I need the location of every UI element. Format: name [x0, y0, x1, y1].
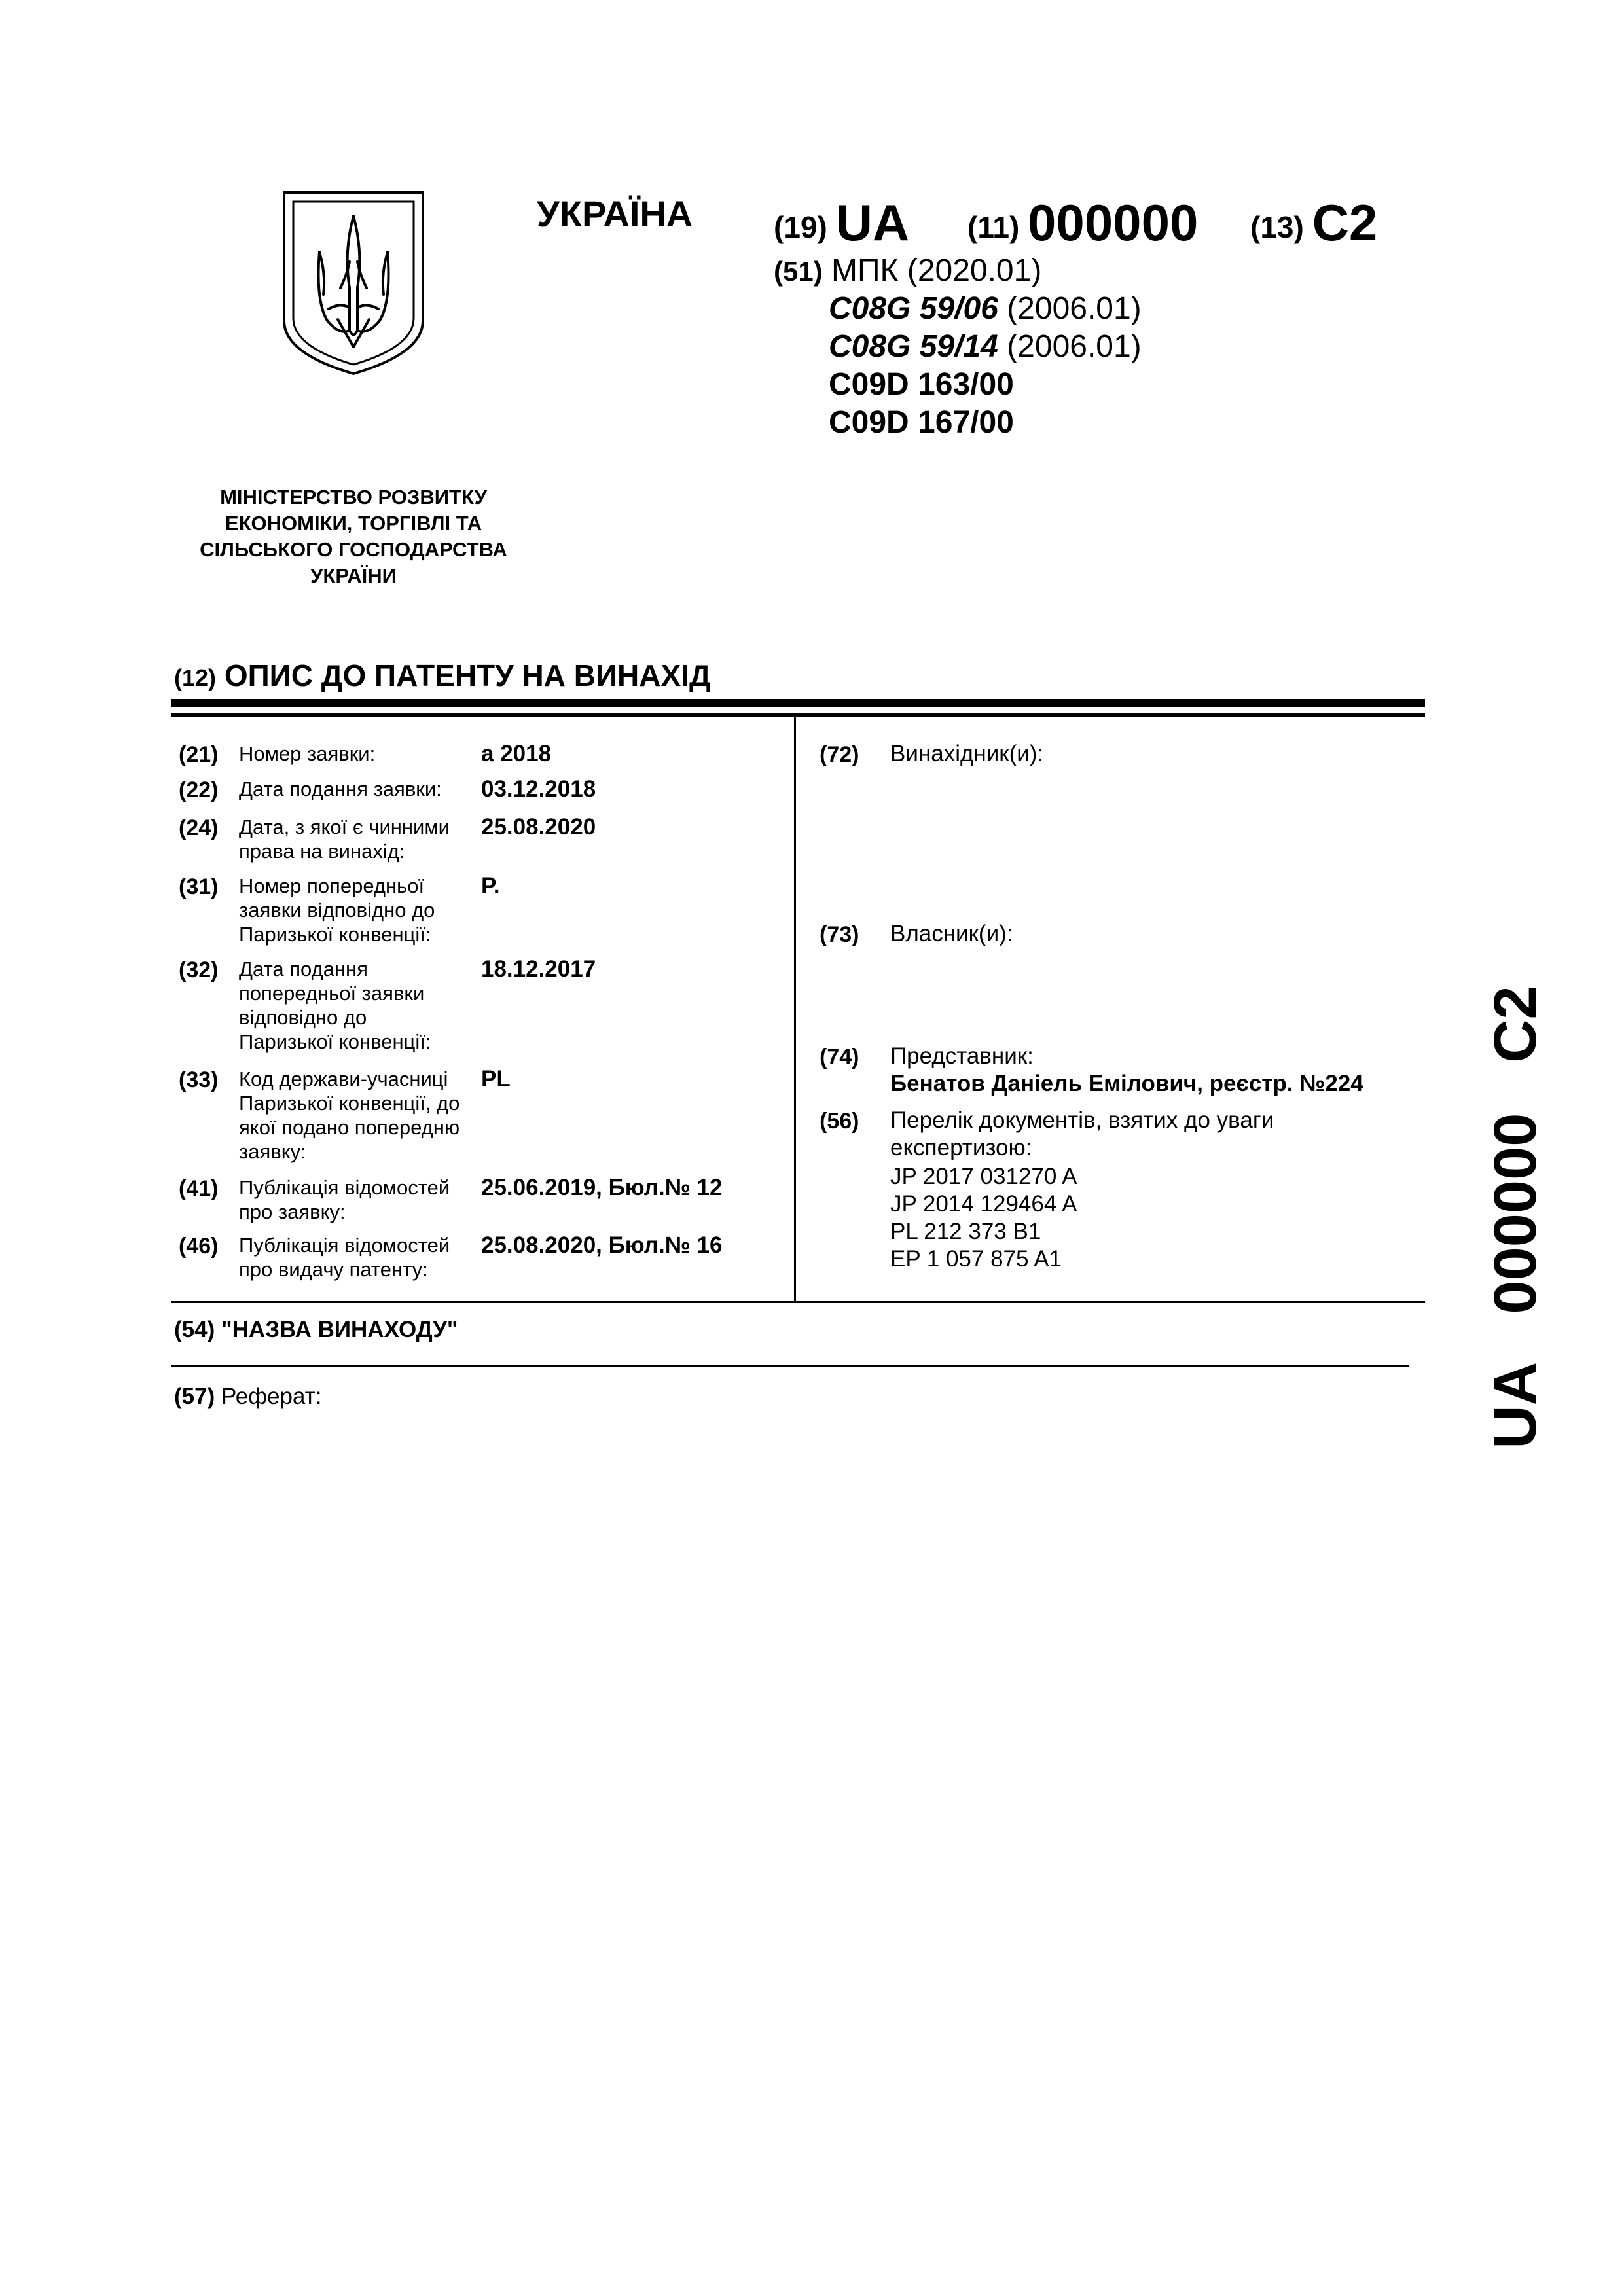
- coat-of-arms-icon: [281, 190, 425, 376]
- field-number: (73): [820, 922, 859, 947]
- field-value: 25.06.2019, Бюл.№ 12: [481, 1175, 723, 1200]
- field-number: (46): [179, 1234, 219, 1259]
- field-number: (32): [179, 958, 219, 982]
- title-bottom-rule: [171, 1365, 1409, 1367]
- code-11-number: (11): [967, 210, 1020, 244]
- field-value: a 2018: [481, 741, 552, 766]
- ipc-code: C09D 163/00: [829, 367, 1014, 402]
- cited-document: EP 1 057 875 A1: [890, 1246, 1062, 1272]
- vertical-patent-number: UA 000000 C2: [1482, 986, 1549, 1449]
- ministry-line: МІНІСТЕРСТВО РОЗВИТКУ: [220, 486, 487, 509]
- ministry-name: [164, 484, 543, 589]
- ministry-line: СІЛЬСЬКОГО ГОСПОДАРСТВА: [200, 538, 507, 561]
- field-value: P.: [481, 873, 500, 899]
- code-19: [774, 193, 909, 257]
- field-label: Номер попередньої заявки відповідно до Паризької конвенції:: [239, 874, 435, 946]
- thin-rule: [171, 713, 1425, 717]
- field-label: Код держави-учасниці Паризької конвенції, до якої подано попередню заявку:: [239, 1067, 460, 1163]
- field-number: (41): [179, 1176, 219, 1201]
- field-number: (22): [179, 778, 219, 802]
- field-value: 25.08.2020: [481, 814, 596, 840]
- abstract-heading: [174, 1382, 321, 1411]
- field-number: (54): [174, 1317, 215, 1342]
- code-13: [1250, 193, 1377, 257]
- country-name: УКРАЇНА: [537, 193, 693, 234]
- ministry-line: ЕКОНОМІКИ, ТОРГІВЛІ ТА: [225, 512, 482, 535]
- field-label: Перелік документів, взятих до уваги експертизою:: [890, 1107, 1274, 1160]
- cited-document: PL 212 373 B1: [890, 1219, 1041, 1244]
- table-bottom-rule: [171, 1301, 1425, 1303]
- field-label: Представник:: [890, 1043, 1034, 1069]
- field-number: (33): [179, 1067, 219, 1092]
- ipc-code: C08G 59/14: [829, 329, 998, 364]
- field-value: 25.08.2020, Бюл.№ 16: [481, 1232, 723, 1258]
- ipc-label: МПК (2020.01): [831, 253, 1042, 288]
- field-number: (57): [174, 1384, 215, 1409]
- cited-document: JP 2017 031270 A: [890, 1164, 1077, 1189]
- field-number: (31): [179, 874, 219, 899]
- ipc-version: (2006.01): [1007, 291, 1142, 326]
- document-title: [174, 656, 711, 697]
- kind-code: C2: [1312, 194, 1378, 251]
- code-13-number: (13): [1250, 210, 1304, 244]
- invention-title: [174, 1316, 458, 1344]
- document-title-number: (12): [174, 664, 217, 691]
- ipc-line: [829, 290, 1142, 328]
- ipc-code: C09D 167/00: [829, 405, 1014, 440]
- code-19-number: (19): [774, 210, 827, 244]
- field-number: (21): [179, 742, 219, 767]
- ipc-code: C08G 59/06: [829, 291, 998, 326]
- field-label: Публікація відомостей про заявку:: [239, 1176, 450, 1223]
- cited-document: JP 2014 129464 A: [890, 1191, 1077, 1217]
- field-label: Дата подання заявки:: [239, 778, 442, 800]
- representative-name: Бенатов Даніель Емілович, реєстр. №224: [890, 1071, 1363, 1096]
- field-number: (24): [179, 816, 219, 840]
- field-number: (56): [820, 1109, 859, 1134]
- ipc-number: (51): [774, 256, 823, 287]
- field-label: Винахідник(и):: [890, 741, 1044, 766]
- column-divider: [794, 717, 796, 1302]
- field-number: (72): [820, 742, 859, 767]
- ipc-line: [829, 328, 1142, 366]
- ipc-line: [829, 404, 1014, 442]
- field-label: Номер заявки:: [239, 742, 376, 765]
- ipc-version: (2006.01): [1007, 329, 1142, 364]
- abstract-label: Реферат:: [221, 1384, 322, 1409]
- thick-rule: [171, 699, 1425, 707]
- field-label: Публікація відомостей про видачу патенту:: [239, 1234, 450, 1281]
- field-value: PL: [481, 1066, 511, 1092]
- patent-number: 000000: [1028, 194, 1199, 251]
- document-title-text: ОПИС ДО ПАТЕНТУ НА ВИНАХІД: [224, 658, 711, 692]
- field-number: (74): [820, 1045, 859, 1069]
- field-label: Дата, з якої є чинними права на винахід:: [239, 816, 450, 863]
- field-label: Дата подання попередньої заявки відповідно до Паризької конвенції:: [239, 958, 431, 1053]
- ipc-line: [829, 366, 1014, 404]
- invention-title-text: "НАЗВА ВИНАХОДУ": [221, 1317, 458, 1342]
- field-label: Власник(и):: [890, 921, 1013, 946]
- code-11: [967, 193, 1198, 257]
- field-value: 03.12.2018: [481, 776, 596, 802]
- ipc-header: [774, 252, 1041, 291]
- field-value: 18.12.2017: [481, 956, 596, 982]
- ministry-line: УКРАЇНИ: [310, 564, 397, 587]
- code-19-value: UA: [835, 194, 910, 251]
